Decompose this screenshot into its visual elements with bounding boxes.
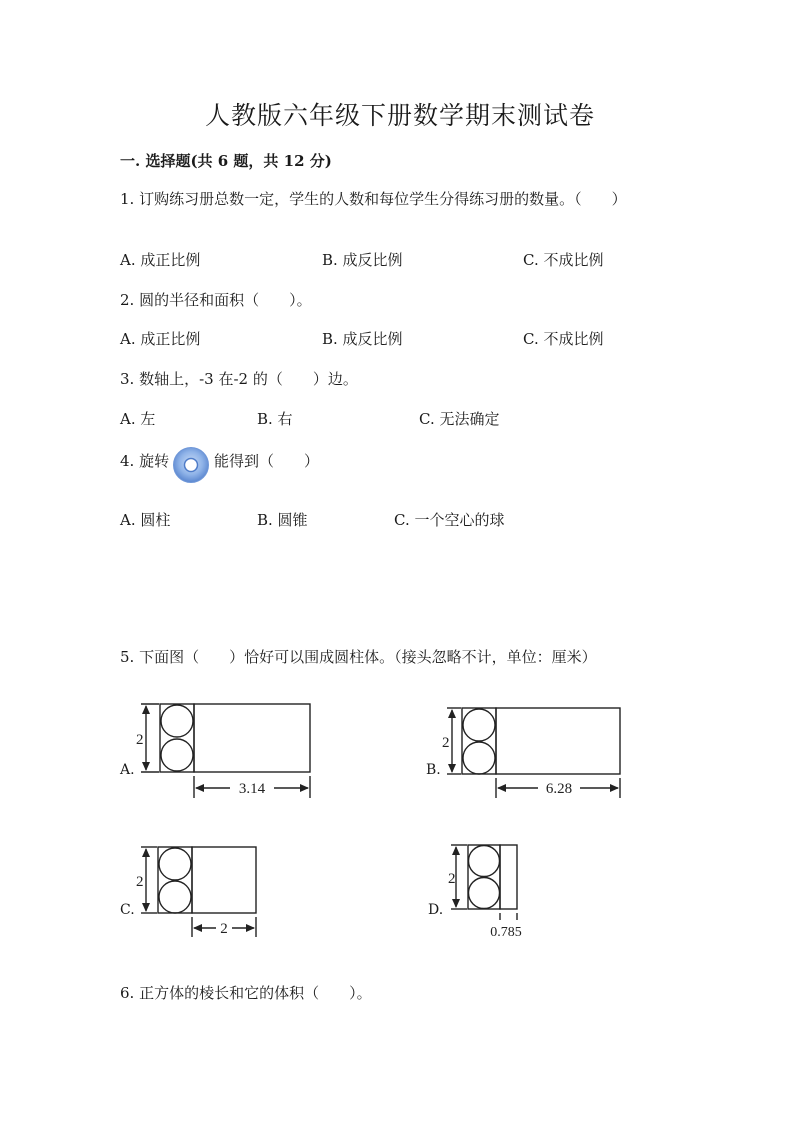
figure-d-width-label: 0.785: [490, 925, 522, 940]
question-4-start: 4. 旋转: [120, 452, 170, 470]
q3-option-a: A. 左: [120, 410, 156, 428]
figure-a-rectangle: [194, 704, 310, 772]
q2-option-a: A. 成正比例: [120, 330, 201, 348]
figure-c-net: [136, 842, 266, 942]
figure-d-circle-top: [469, 846, 500, 877]
figure-c-circle-bottom: [159, 881, 191, 913]
question-2: 2. 圆的半径和面积（ ）。: [120, 291, 312, 309]
q1-option-b: B. 成反比例: [322, 251, 403, 269]
question-1: 1. 订购练习册总数一定，学生的人数和每位学生分得练习册的数量。（ ）: [120, 190, 627, 208]
q4-option-c: C. 一个空心的球: [394, 511, 505, 529]
section-heading: 一. 选择题(共 6 题，共 12 分): [120, 152, 332, 170]
figure-a-letter: A.: [120, 762, 135, 778]
figure-a-circle-column: [160, 704, 194, 772]
figure-a-net: [136, 700, 321, 804]
ring-disk-icon: [172, 446, 210, 484]
figure-c-rectangle: [192, 847, 256, 913]
figure-b-circle-bottom: [463, 742, 495, 774]
figure-b-circle-top: [463, 709, 495, 741]
figure-c-letter: C.: [120, 902, 135, 918]
figure-d-circle-bottom: [469, 878, 500, 909]
figure-a-circle-top: [161, 705, 193, 737]
q2-option-c: C. 不成比例: [523, 330, 604, 348]
figure-b-rectangle: [496, 708, 620, 774]
figure-a-width-label: 3.14: [238, 781, 266, 797]
figure-b-net: [440, 704, 630, 804]
figure-c-width-label: 2: [220, 921, 228, 937]
question-4-end: 能得到（ ）: [214, 452, 320, 470]
figure-a-height-label: 2: [136, 732, 144, 748]
figure-b-letter: B.: [426, 762, 441, 778]
question-3: 3. 数轴上，-3 在-2 的（ ）边。: [120, 370, 358, 388]
figure-c-height-label: 2: [136, 874, 144, 890]
figure-d-rectangle: [500, 845, 517, 909]
figure-a-circle-bottom: [161, 739, 193, 771]
q2-option-b: B. 成反比例: [322, 330, 403, 348]
figure-b-width-label: 6.28: [545, 781, 573, 797]
figure-d-letter: D.: [428, 902, 444, 918]
figure-c-circle-top: [159, 848, 191, 880]
q1-option-c: C. 不成比例: [523, 251, 604, 269]
figure-d-height-label: 2: [448, 871, 456, 887]
q1-option-a: A. 成正比例: [120, 251, 201, 269]
q3-option-c: C. 无法确定: [419, 410, 500, 428]
q3-option-b: B. 右: [257, 410, 293, 428]
page-title: 人教版六年级下册数学期末测试卷: [204, 101, 595, 130]
question-6: 6. 正方体的棱长和它的体积（ ）。: [120, 984, 372, 1002]
figure-b-height-label: 2: [442, 735, 450, 751]
q4-option-a: A. 圆柱: [120, 511, 171, 529]
q4-option-b: B. 圆锥: [257, 511, 308, 529]
figure-d-net: [440, 840, 540, 942]
question-5: 5. 下面图（ ）恰好可以围成圆柱体。（接头忽略不计，单位：厘米）: [120, 648, 597, 666]
